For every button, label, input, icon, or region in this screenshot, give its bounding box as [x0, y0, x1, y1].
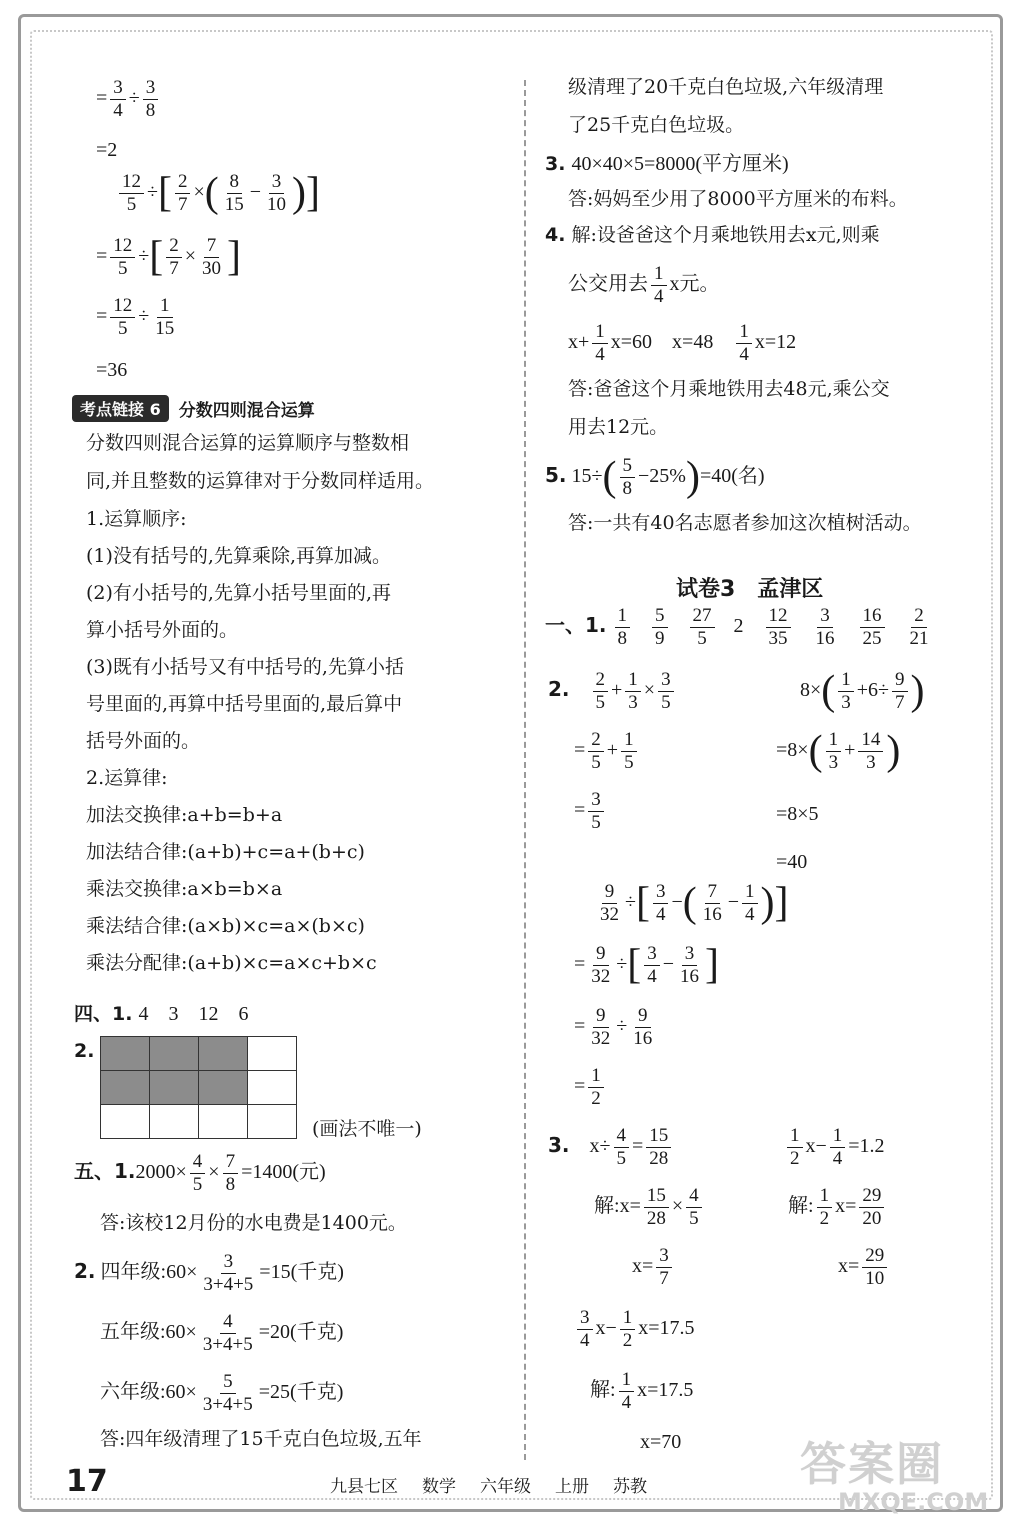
text-line: 括号外面的。 — [86, 730, 201, 752]
column-divider — [524, 80, 526, 1460]
section5-q2-answer: 答:四年级清理了15千克白色垃圾,五年 — [100, 1428, 422, 1450]
section-title: 分数四则混合运算 — [178, 400, 315, 421]
s1-answers: 一、1. $\frac{1}{8}$ $\frac{5}{9}$ $\frac{27}{5}$ 2 $\frac{12}{35}$ $\frac{3}{16}$ $\frac{16}{25}$ $\frac{2}{21}$ — [545, 605, 929, 649]
page-number: 17 — [66, 1464, 108, 1499]
section-tag: 考点链接 6 — [72, 395, 169, 422]
section5-q1: 五、1.2000× $\frac{4}{5}$ × $\frac{7}{8}$ =1400(元) — [74, 1151, 326, 1195]
section5-q2-g5: 五年级:60× $\frac{4}{3+4+5}$ =20(千克) — [100, 1311, 344, 1355]
text-line: (2)有小括号的,先算小括号里面的,再 — [86, 582, 391, 604]
q3-answer: 答:妈妈至少用了8000平方厘米的布料。 — [568, 188, 908, 210]
calc-line-3: $\frac{12}{5}$ ÷[ $\frac{2}{7}$ ×( $\frac{8}{15}$ − $\frac{3}{10}$ )] — [116, 172, 320, 215]
s2-calc-b-3: =8×5 — [776, 803, 819, 825]
s3-eq-a-1: 3. x÷ $\frac{4}{5}$ = $\frac{15}{28}$ — [548, 1126, 674, 1169]
s3-eq-b-3: x= $\frac{29}{10}$ — [838, 1246, 890, 1289]
q4-answer-2: 用去12元。 — [568, 416, 669, 438]
q5-answer: 答:一共有40名志愿者参加这次植树活动。 — [568, 512, 922, 534]
watermark-logo: 答案圈 — [800, 1437, 944, 1491]
s3-eq-c-1: $\frac{3}{4}$ x− $\frac{1}{2}$ x=17.5 — [574, 1308, 695, 1351]
s3-eq-a-2: 解:x= $\frac{15}{28}$ × $\frac{4}{5}$ — [594, 1186, 705, 1229]
s2-calc-b-2: =8×( $\frac{1}{3}$ + $\frac{14}{3}$ ) — [776, 728, 901, 775]
s2-calc-c-4: = $\frac{1}{2}$ — [574, 1066, 607, 1109]
section-header — [72, 395, 315, 421]
s2-calc-b-1: 8×( $\frac{1}{3}$ +6÷ $\frac{9}{7}$ ) — [800, 668, 925, 715]
q4-line: 4. 解:设爸爸这个月乘地铁用去x元,则乘 — [545, 224, 880, 246]
calc-line-4: = $\frac{12}{5}$ ÷[ $\frac{2}{7}$ × $\frac{7}{30}$ ] — [96, 234, 242, 281]
q5-line: 5. 15÷( $\frac{5}{8}$ −25%)=40(名) — [545, 454, 765, 501]
watermark-url: MXQE.COM — [838, 1488, 989, 1516]
s3-eq-c-3: x=70 — [640, 1431, 682, 1453]
s3-eq-c-2: 解: $\frac{1}{4}$ x=17.5 — [590, 1369, 694, 1413]
s2-calc-a-1: 2. $\frac{2}{5}$ + $\frac{1}{3}$ × $\frac{3}{5}$ — [548, 670, 677, 713]
calc-line-6: =36 — [96, 359, 128, 381]
s2-calc-a-2: = $\frac{2}{5}$ + $\frac{1}{5}$ — [574, 730, 640, 773]
text-line: 乘法分配律:(a+b)×c=a×c+b×c — [86, 952, 377, 974]
grid-note: (画法不唯一) — [312, 1118, 422, 1140]
text-line: (3)既有小括号又有中括号的,先算小括 — [86, 656, 404, 678]
q3-line: 3. 40×40×5=8000(平方厘米) — [545, 153, 789, 175]
text-line: 同,并且整数的运算律对于分数同样适用。 — [86, 470, 435, 492]
footer-info: 九县七区 数学 六年级 上册 苏教 — [330, 1477, 647, 1497]
text-line: 加法结合律:(a+b)+c=a+(b+c) — [86, 841, 365, 863]
s3-eq-b-1: $\frac{1}{2}$ x− $\frac{1}{4}$ =1.2 — [784, 1126, 885, 1169]
text-line: 分数四则混合运算的运算顺序与整数相 — [86, 432, 410, 454]
s2-calc-b-4: =40 — [776, 851, 808, 873]
paper-title: 试卷3 孟津区 — [676, 577, 824, 602]
section5-q2-g6: 六年级:60× $\frac{5}{3+4+5}$ =25(千克) — [100, 1371, 344, 1415]
text-line: 加法交换律:a+b=b+a — [86, 804, 283, 826]
s2-calc-c-3: = $\frac{9}{32}$ ÷ $\frac{9}{16}$ — [574, 1005, 653, 1049]
text-line: 乘法交换律:a×b=b×a — [86, 878, 283, 900]
text-line: 1.运算顺序: — [86, 508, 187, 530]
calc-line-2: =2 — [96, 139, 118, 161]
s2-calc-a-3: = $\frac{3}{5}$ — [574, 790, 607, 833]
text-line: 了25千克白色垃圾。 — [568, 114, 745, 136]
calc-line-1: = $\frac{3}{4}$ ÷ $\frac{3}{8}$ — [96, 78, 161, 121]
text-line: (1)没有括号的,先算乘除,再算加减。 — [86, 545, 391, 567]
text-line: 乘法结合律:(a×b)×c=a×(b×c) — [86, 915, 365, 937]
text-line: 级清理了20千克白色垃圾,六年级清理 — [568, 76, 884, 98]
section5-q2-g4: 2. 四年级:60× $\frac{3}{3+4+5}$ =15(千克) — [74, 1251, 344, 1295]
section5-q1-answer: 答:该校12月份的水电费是1400元。 — [100, 1212, 407, 1234]
calc-line-5: = $\frac{12}{5}$ ÷ $\frac{1}{15}$ — [96, 295, 175, 339]
q4-line-2: 公交用去 $\frac{1}{4}$ x元。 — [568, 263, 720, 307]
q4-answer-1: 答:爸爸这个月乘地铁用去48元,乘公交 — [568, 378, 890, 400]
s3-eq-b-2: 解: $\frac{1}{2}$ x= $\frac{29}{20}$ — [788, 1186, 887, 1229]
text-line: 2.运算律: — [86, 767, 168, 789]
q4-equation: x+ $\frac{1}{4}$ x=60 x=48 $\frac{1}{4}$ x=12 — [568, 321, 797, 365]
s2-calc-c-2: = $\frac{9}{32}$ ÷[ $\frac{3}{4}$ − $\frac{3}{16}$ ] — [574, 942, 720, 989]
shaded-grid — [100, 1036, 297, 1139]
text-line: 算小括号外面的。 — [86, 619, 239, 641]
section4-q1: 四、1. 4 3 12 6 — [74, 1003, 249, 1025]
s3-eq-a-3: x= $\frac{3}{7}$ — [632, 1246, 675, 1289]
text-line: 号里面的,再算中括号里面的,最后算中 — [86, 693, 403, 715]
section4-q2-label: 2. — [74, 1040, 95, 1062]
s2-calc-c-1: $\frac{9}{32}$ ÷[ $\frac{3}{4}$ −( $\frac{7}{16}$ − $\frac{1}{4}$ )] — [600, 880, 789, 927]
